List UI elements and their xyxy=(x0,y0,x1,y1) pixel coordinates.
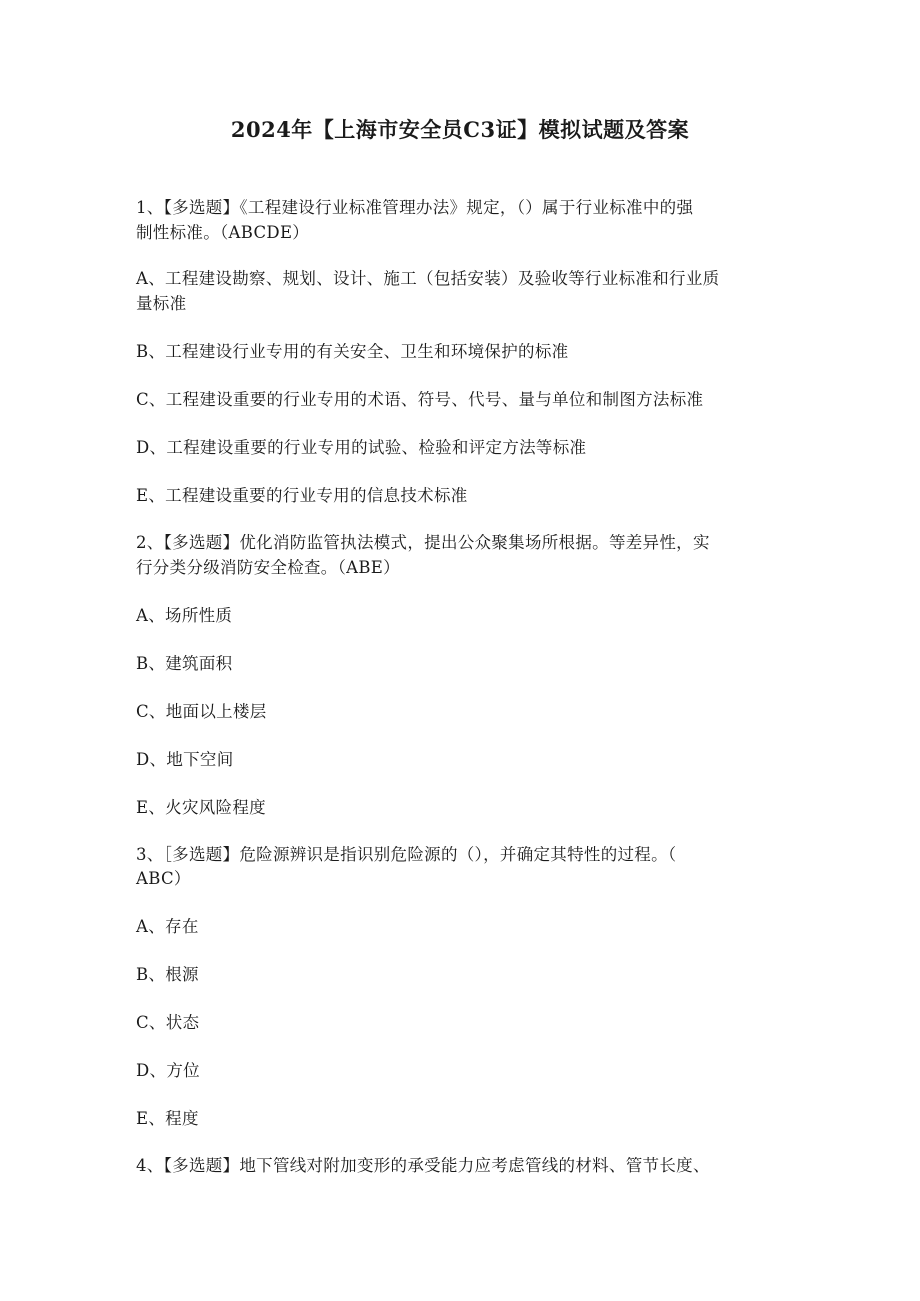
question-3-option-e: E、程度 xyxy=(136,1109,199,1128)
question-1-text-line2: 制性标准。（ABCDE） xyxy=(136,223,310,242)
document-title: 2024年【上海市安全员C3证】模拟试题及答案 xyxy=(230,117,690,142)
question-2-option-c: C、地面以上楼层 xyxy=(136,702,267,721)
question-3-text-line2: ABC） xyxy=(136,869,191,888)
question-1-option-b: B、工程建设行业专用的有关安全、卫生和环境保护的标准 xyxy=(136,342,569,361)
question-1-text-line1: 1、【多选题】《工程建设行业标准管理办法》规定，（）属于行业标准中的强 xyxy=(136,198,694,217)
question-3-option-b: B、根源 xyxy=(136,965,199,984)
question-3-option-a: A、存在 xyxy=(136,917,199,936)
question-3-option-c: C、状态 xyxy=(136,1013,200,1032)
question-1-option-c: C、工程建设重要的行业专用的术语、符号、代号、量与单位和制图方法标准 xyxy=(136,390,704,409)
question-1-option-d: D、工程建设重要的行业专用的试验、检验和评定方法等标准 xyxy=(136,438,587,457)
question-1-option-a-line2: 量标准 xyxy=(136,294,187,313)
question-3-text-line1: 3、［多选题】危险源辨识是指识别危险源的（），并确定其特性的过程。（ xyxy=(136,845,677,864)
question-2-text-line1: 2、【多选题】优化消防监管执法模式，提出公众聚集场所根据。等差异性，实 xyxy=(136,533,710,552)
question-2-option-e: E、火灾风险程度 xyxy=(136,798,266,817)
question-4-text-line1: 4、【多选题】地下管线对附加变形的承受能力应考虑管线的材料、管节长度、 xyxy=(136,1156,710,1175)
question-2-option-b: B、建筑面积 xyxy=(136,654,233,673)
question-3-option-d: D、方位 xyxy=(136,1061,200,1080)
question-2-option-a: A、场所性质 xyxy=(136,606,233,625)
question-2-text-line2: 行分类分级消防安全检查。（ABE） xyxy=(136,558,400,577)
question-2-option-d: D、地下空间 xyxy=(136,750,234,769)
question-1-option-e: E、工程建设重要的行业专用的信息技术标准 xyxy=(136,486,468,505)
question-1-option-a-line1: A、工程建设勘察、规划、设计、施工（包括安装）及验收等行业标准和行业质 xyxy=(136,269,720,288)
